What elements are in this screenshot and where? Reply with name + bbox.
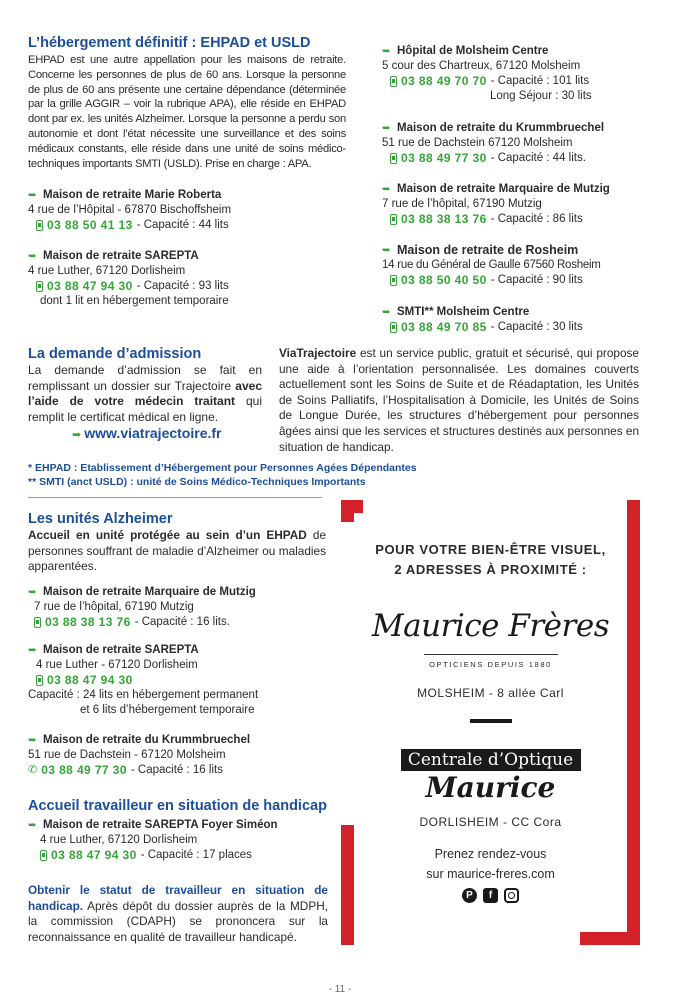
handicap-statut: Obtenir le statut de travailleur en situation de handicap. Après dépôt du dossier auprès de la MDPH, la commission (CDAPH) se prononcera sur la reconnaissance en qualité de travailleur handicapé.	[28, 883, 328, 944]
arrow-icon: ➥	[382, 307, 391, 318]
arrow-icon: ➥	[382, 123, 391, 134]
phone-icon	[390, 275, 397, 286]
handicap-title: Accueil travailleur en situation de handicap	[28, 798, 327, 814]
entry-extra: Long Séjour : 30 lits	[490, 90, 592, 102]
entry-name: Maison de retraite Marquaire de Mutzig	[43, 586, 256, 598]
entry-phone[interactable]: 03 88 47 94 30	[47, 279, 133, 293]
arrow-icon: ➥	[72, 429, 85, 441]
facebook-icon[interactable]: f	[483, 888, 498, 903]
admission-title: La demande d’admission	[28, 346, 202, 362]
brand-subtitle: OPTICIENS DEPUIS 1880	[424, 654, 558, 672]
entry-address: 51 rue de Dachstein 67120 Molsheim	[382, 137, 573, 149]
phone-icon	[36, 220, 43, 231]
entry-address: 4 rue Luther, 67120 Dorlisheim	[28, 265, 186, 277]
entry-capacity: - Capacité : 90 lits	[490, 274, 583, 286]
location-molsheim: MOLSHEIM - 8 allée Carl	[417, 686, 564, 700]
entry-capacity: - Capacité : 86 lits	[490, 213, 583, 225]
entry-name: Maison de retraite SAREPTA Foyer Siméon	[43, 819, 278, 831]
phone-icon	[390, 76, 397, 87]
admission-body: La demande d’admission se fait en remplissant un dossier sur Trajectoire avec l’aide de votre médecin traitant qui remplit le certificat médical en ligne.	[28, 363, 262, 424]
entry-capacity: - Capacité : 17 places	[140, 849, 252, 861]
entry-name: Hôpital de Molsheim Centre	[397, 45, 549, 57]
entry-address: 7 rue de l’hôpital, 67190 Mutzig	[382, 198, 542, 210]
ad-headline: POUR VOTRE BIEN-ÊTRE VISUEL, 2 ADRESSES À PROXIMITÉ :	[375, 542, 606, 577]
entry-capacity: - Capacité : 16 lits.	[134, 616, 230, 628]
arrow-icon: ➥	[28, 190, 37, 201]
ehpad-entry	[28, 249, 346, 309]
entry-extra: dont 1 lit en hébergement temporaire	[40, 295, 229, 307]
phone-icon: ✆	[28, 764, 38, 776]
arrow-icon: ➥	[28, 735, 37, 746]
retirement-entry	[382, 243, 652, 288]
entry-capacity: - Capacité : 44 lits	[136, 219, 229, 231]
footnote-smti: ** SMTI (anct USLD) : unité de Soins Médico-Techniques Importants	[28, 476, 366, 488]
location-dorlisheim: DORLISHEIM - CC Cora	[419, 815, 562, 829]
phone-icon	[390, 322, 397, 333]
entry-phone[interactable]: 03 88 47 94 30	[51, 848, 137, 862]
maurice-logo: Maurice	[425, 771, 556, 804]
centrale-optique-logo: Centrale d’Optique	[401, 749, 581, 771]
arrow-icon: ➥	[28, 587, 37, 598]
ad-frame-bottom	[580, 932, 640, 945]
admission-section	[28, 345, 262, 443]
viatrajectoire-link[interactable]: ➥ www.viatrajectoire.fr	[72, 425, 222, 441]
handicap-section	[28, 797, 328, 863]
ehpad-entry	[28, 188, 346, 233]
footnote-ehpad: * EHPAD : Etablissement d’Hébergement pour Personnes Agées Dépendantes	[28, 462, 417, 474]
phone-icon	[34, 617, 41, 628]
entry-address: 51 rue de Dachstein - 67120 Molsheim	[28, 749, 226, 761]
ehpad-title: L’hébergement définitif : EHPAD et USLD	[28, 35, 311, 51]
ehpad-section	[28, 34, 346, 171]
entry-address: 7 rue de l’hôpital, 67190 Mutzig	[34, 601, 194, 613]
viatrajectoire-text: ViaTrajectoire est un service public, gratuit et sécurisé, qui propose une aide à l’orientation personnalisée. Les domaines couverts actuellement sont les Soins de Suite et de Réadaptation, les Unités de Soins Palliatifs, l’Hospitalisation à Domicile, les Unités de Soins de Longue Durée, les structures d’hébergement pour personnes âgées ainsi que les services et structures destinés aux personnes en situation de handicap.	[279, 346, 640, 454]
ehpad-body: EHPAD est une autre appellation pour les maisons de retraite. Concerne les personnes de plus de 60 ans. Lorsque la personne de plus de 60 ans présente une certaine dépendance (déterminée par la grille AGGIR – voir la rubrique APA), elle réside en EHPAD dont par ex. les unités Alzheimer. Lorsque la personne a perdu son autonomie et dont l’état nécessite une surveillance et des soins médicaux constants, elle réside dans une unité de soins médico-techniques importants SMTI (USLD). Prise en charge : APA.	[28, 54, 346, 170]
entry-capacity: - Capacité : 16 lits	[130, 764, 223, 776]
entry-name: Maison de retraite SAREPTA	[43, 250, 199, 262]
arrow-icon: ➥	[382, 46, 391, 57]
entry-capacity: - Capacité : 101 lits	[490, 75, 590, 87]
entry-name: SMTI** Molsheim Centre	[397, 306, 530, 318]
ad-cta[interactable]: Prenez rendez-vous sur maurice-freres.com	[426, 847, 555, 881]
entry-name: Maison de retraite du Krummbruechel	[397, 122, 605, 134]
entry-capacity: - Capacité : 44 lits.	[490, 152, 586, 164]
entry-address: 5 cour des Chartreux, 67120 Molsheim	[382, 60, 581, 72]
page-number: - 11 -	[328, 984, 352, 995]
phone-icon	[40, 850, 47, 861]
social-icons	[355, 888, 626, 903]
arrow-icon: ➥	[382, 184, 391, 195]
divider	[28, 497, 322, 498]
retirement-entry	[382, 121, 642, 166]
alzheimer-section	[28, 510, 326, 575]
arrow-icon: ➥	[28, 820, 37, 831]
entry-name: Maison de retraite de Rosheim	[397, 243, 579, 257]
entry-address: 14 rue du Général de Gaulle 67560 Rosheim	[382, 259, 601, 271]
phone-icon	[36, 281, 43, 292]
alzheimer-intro: Accueil en unité protégée au sein d’un EHPAD de personnes souffrant de maladie d’Alzheimer ou maladies apparentées.	[28, 528, 327, 573]
pinterest-icon[interactable]: P	[462, 888, 477, 903]
ad-frame-left	[341, 825, 354, 945]
phone-icon	[36, 675, 43, 686]
arrow-icon: ➥	[382, 245, 391, 256]
entry-name: Maison de retraite Marie Roberta	[43, 189, 222, 201]
entry-phone[interactable]: 03 88 47 94 30	[47, 673, 133, 687]
ad-separator	[470, 719, 512, 723]
arrow-icon: ➥	[28, 645, 37, 656]
entry-extra: Capacité : 24 lits en hébergement permanent	[28, 689, 259, 701]
entry-phone[interactable]: 03 88 50 40 50	[401, 273, 487, 287]
entry-phone[interactable]: 03 88 49 77 30	[41, 763, 127, 777]
instagram-icon[interactable]	[504, 888, 519, 903]
entry-phone[interactable]: 03 88 49 77 30	[401, 151, 487, 165]
phone-icon	[390, 153, 397, 164]
arrow-icon: ➥	[28, 251, 37, 262]
entry-phone[interactable]: 03 88 50 41 13	[47, 218, 133, 232]
entry-address: 4 rue Luther, 67120 Dorlisheim	[40, 834, 198, 846]
entry-name: Maison de retraite Marquaire de Mutzig	[397, 183, 610, 195]
entry-capacity: - Capacité : 93 lits	[136, 280, 229, 292]
smti-entry	[382, 305, 642, 335]
entry-capacity: - Capacité : 30 lits	[490, 321, 583, 333]
phone-icon	[390, 214, 397, 225]
alzheimer-entry	[28, 585, 326, 630]
retirement-entry	[382, 182, 642, 227]
entry-name: Maison de retraite du Krummbruechel	[43, 734, 251, 746]
entry-phone[interactable]: 03 88 49 70 70	[401, 74, 487, 88]
entry-name: Maison de retraite SAREPTA	[43, 644, 199, 656]
alzheimer-entry	[28, 643, 326, 718]
alzheimer-entry	[28, 733, 326, 778]
entry-address: 4 rue Luther - 67120 Dorlisheim	[36, 659, 198, 671]
entry-extra: et 6 lits d’hébergement temporaire	[80, 704, 255, 716]
entry-address: 4 rue de l’Hôpital - 67870 Bischoffsheim	[28, 204, 232, 216]
optician-ad	[341, 500, 640, 945]
maurice-freres-logo: Maurice Frères	[371, 608, 610, 644]
entry-phone[interactable]: 03 88 38 13 76	[401, 212, 487, 226]
footnotes	[28, 461, 648, 489]
hospital-entry	[382, 44, 642, 104]
entry-phone[interactable]: 03 88 49 70 85	[401, 320, 487, 334]
alzheimer-title: Les unités Alzheimer	[28, 511, 173, 527]
entry-phone[interactable]: 03 88 38 13 76	[45, 615, 131, 629]
ad-frame-right	[627, 500, 640, 945]
